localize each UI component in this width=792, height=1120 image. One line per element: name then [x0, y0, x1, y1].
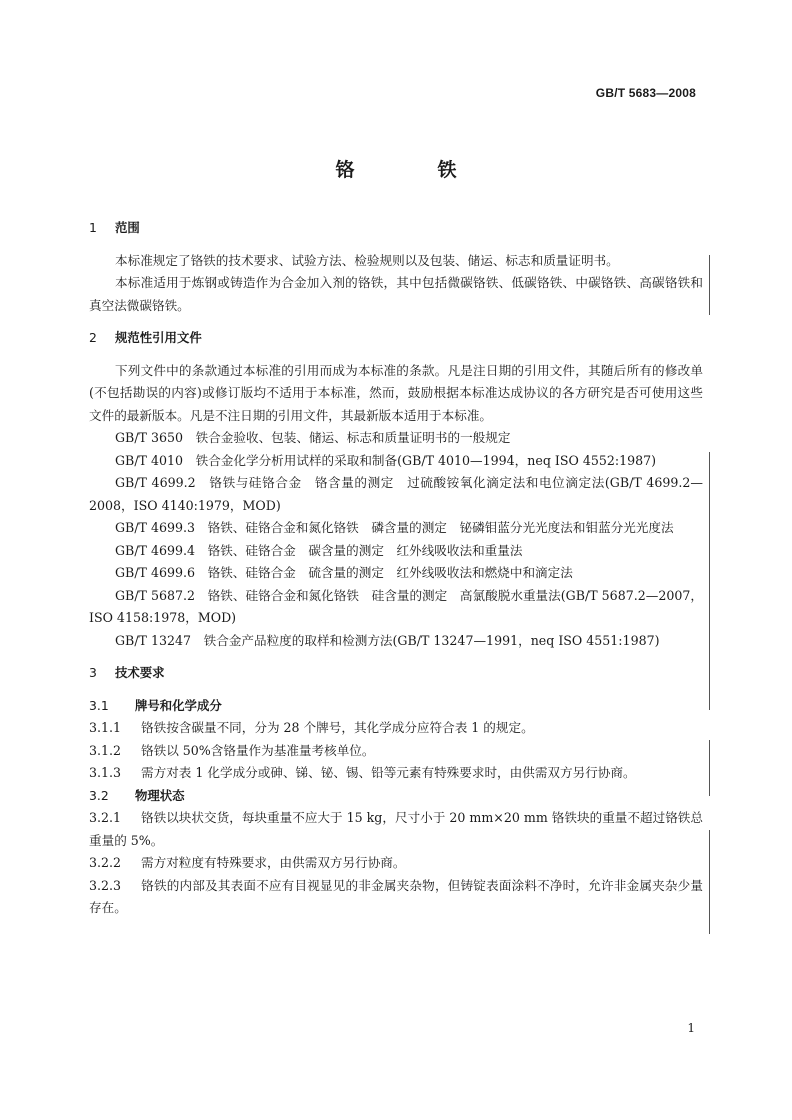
- clause-number: 3.2.3: [89, 877, 122, 893]
- reference-item: GB/T 3650 铁合金验收、包装、储运、标志和质量证明书的一般规定: [115, 430, 511, 445]
- paragraph: 本标准适用于炼钢或铸造作为合金加入剂的铬铁，其中包括微碳铬铁、低碳铬铁、中碳铬铁、高碳铬铁和真空法微碳铬铁。: [89, 275, 703, 313]
- change-bar: [709, 255, 710, 315]
- clause-text: 铬铁的内部及其表面不应有目视显见的非金属夹杂物，但铸锭表面涂料不净时，允许非金属夹杂少量存在。: [89, 877, 703, 915]
- document-title: 铬 铁: [335, 159, 489, 181]
- clause-number: 3.2.2: [89, 855, 122, 870]
- clause-text: 铬铁以 50%含铬量作为基准量考核单位。: [141, 742, 375, 758]
- reference-item: GB/T 4699.6 铬铁、硅铬合金 硫含量的测定 红外线吸收法和燃烧中和滴定法: [115, 565, 573, 580]
- subsection-number: 3.2: [89, 787, 109, 803]
- subsection-number: 3.1: [89, 697, 109, 713]
- clause-text: 铬铁按含碳量不同，分为 28 个牌号，其化学成分应符合表 1 的规定。: [141, 720, 534, 735]
- section-heading-normative-references: [89, 327, 703, 350]
- paragraph: 本标准规定了铬铁的技术要求、试验方法、检验规则以及包装、储运、标志和质量证明书。: [115, 252, 619, 268]
- section-heading-scope: [89, 217, 703, 240]
- section-number: 3: [89, 665, 97, 680]
- section-number: 2: [89, 330, 97, 345]
- clause-text: 需方对粒度有特殊要求，由供需双方另行协商。: [141, 855, 406, 870]
- subsection-heading: [89, 785, 703, 808]
- clause-item: [89, 740, 703, 763]
- section-number: 1: [89, 220, 97, 235]
- reference-item: GB/T 4699.4 铬铁、硅铬合金 碳含量的测定 红外线吸收法和重量法: [115, 542, 523, 558]
- clause-number: 3.1.1: [89, 720, 122, 735]
- clause-item: [89, 875, 703, 920]
- clause-item: [89, 852, 703, 875]
- reference-item: GB/T 13247 铁合金产品粒度的取样和检测方法(GB/T 13247—1991，neq ISO 4551:1987): [115, 632, 660, 648]
- clause-number: 3.1.2: [89, 742, 122, 758]
- clause-number: 3.2.1: [89, 810, 122, 825]
- clause-item: [89, 717, 703, 740]
- change-bar: [709, 452, 710, 710]
- clause-item: [89, 762, 703, 785]
- section-title: 规范性引用文件: [115, 330, 202, 345]
- section-title: 技术要求: [115, 665, 165, 680]
- reference-item: GB/T 5687.2 铬铁、硅铬合金和氮化铬铁 硅含量的测定 高氯酸脱水重量法(GB/T 5687.2—2007，ISO 4158:1978，MOD): [89, 587, 703, 625]
- clause-number: 3.1.3: [89, 765, 122, 780]
- reference-item: GB/T 4699.2 铬铁与硅铬合金 铬含量的测定 过硫酸铵氧化滴定法和电位滴定法(GB/T 4699.2—2008，ISO 4140:1979，MOD): [89, 475, 703, 513]
- section-title: 范围: [115, 220, 140, 235]
- paragraph: 下列文件中的条款通过本标准的引用而成为本标准的条款。凡是注日期的引用文件，其随后所有的修改单(不包括勘误的内容)或修订版均不适用于本标准，然而，鼓励根据本标准达成协议的各方研究是否可使用这些文件的最新版本。凡是不注日期的引用文件，其最新版本适用于本标准。: [89, 362, 703, 423]
- clause-item: [89, 807, 703, 852]
- clause-text: 需方对表 1 化学成分或砷、锑、铋、锡、铅等元素有特殊要求时，由供需双方另行协商。: [141, 765, 636, 780]
- change-bar: [709, 830, 710, 934]
- subsection-title: 牌号和化学成分: [135, 697, 222, 713]
- page-number: 1: [687, 1021, 695, 1035]
- reference-item: GB/T 4699.3 铬铁、硅铬合金和氮化铬铁 磷含量的测定 铋磷钼蓝分光光度法和钼蓝分光光度法: [115, 520, 674, 535]
- change-bar: [709, 740, 710, 796]
- standard-code: GB/T 5683—2008: [595, 86, 696, 100]
- document-body: [89, 217, 703, 920]
- clause-text: 铬铁以块状交货，每块重量不应大于 15 kg，尺寸小于 20 mm×20 mm 铬铁块的重量不超过铬铁总重量的 5%。: [89, 810, 703, 848]
- subsection-title: 物理状态: [135, 787, 185, 803]
- reference-item: GB/T 4010 铁合金化学分析用试样的采取和制备(GB/T 4010—1994，neq ISO 4552:1987): [115, 452, 657, 468]
- subsection-heading: [89, 695, 703, 718]
- section-heading-technical-requirements: [89, 662, 703, 685]
